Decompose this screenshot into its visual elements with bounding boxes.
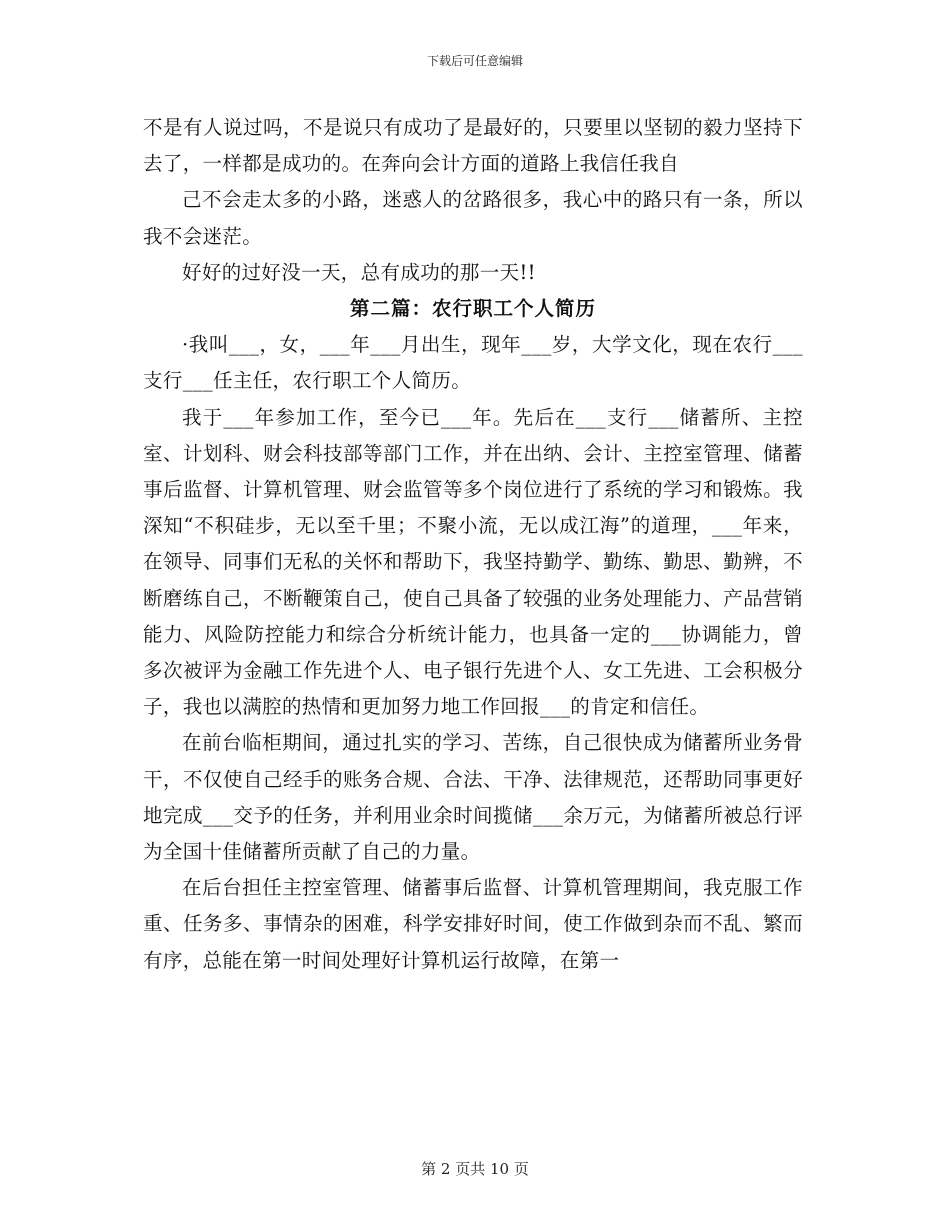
paragraph: 不是有人说过吗，不是说只有成功了是最好的，只要里以坚韧的毅力坚持下去了，一样都是成功的。在奔向会计方面的道路上我信任我自 <box>143 116 803 176</box>
section-title: 第二篇：农行职工个人简历 <box>349 297 596 321</box>
document-body <box>143 110 803 979</box>
paragraph: ·我叫___，女，___年___月出生，现年___岁，大学文化，现在农行___支行___任主任，农行职工个人简历。 <box>143 333 803 393</box>
paragraph: 好好的过好没一天，总有成功的那一天!! <box>182 260 536 284</box>
paragraph: 我于___年参加工作，至今已___年。先后在___支行___储蓄所、主控室、计划科、财会科技部等部门工作，并在出纳、会计、主控室管理、储蓄事后监督、计算机管理、财会监管等多个岗位进行了系统的学习和锻炼。我深知“不积硅步，无以至千里；不聚小流，无以成江海”的道理，___年来，在领导、同事们无私的关怀和帮助下，我坚持勤学、勤练、勤思、勤辨，不断磨练自己，不断鞭策自己，使自己具备了较强的业务处理能力、产品营销能力、风险防控能力和综合分析统计能力，也具备一定的___协调能力，曾多次被评为金融工作先进个人、电子银行先进个人、女工先进、工会积极分子，我也以满腔的热情和更加努力地工作回报___的肯定和信任。 <box>143 405 803 719</box>
page-number: 第 2 页共 10 页 <box>421 1160 529 1178</box>
paragraph: 己不会走太多的小路，迷惑人的岔路很多，我心中的路只有一条，所以我不会迷茫。 <box>143 188 803 248</box>
paragraph: 在后台担任主控室管理、储蓄事后监督、计算机管理期间，我克服工作重、任务多、事情杂的困难，科学安排好时间，使工作做到杂而不乱、繁而有序，总能在第一时间处理好计算机运行故障，在第一 <box>143 876 803 972</box>
paragraph: 在前台临柜期间，通过扎实的学习、苦练，自己很快成为储蓄所业务骨干，不仅使自己经手的账务合规、合法、干净、法律规范，还帮助同事更好地完成___交予的任务，并利用业余时间揽储___余万元，为储蓄所被总行评为全国十佳储蓄所贡献了自己的力量。 <box>143 731 803 864</box>
page-header: 下载后可任意编辑 <box>426 54 523 68</box>
